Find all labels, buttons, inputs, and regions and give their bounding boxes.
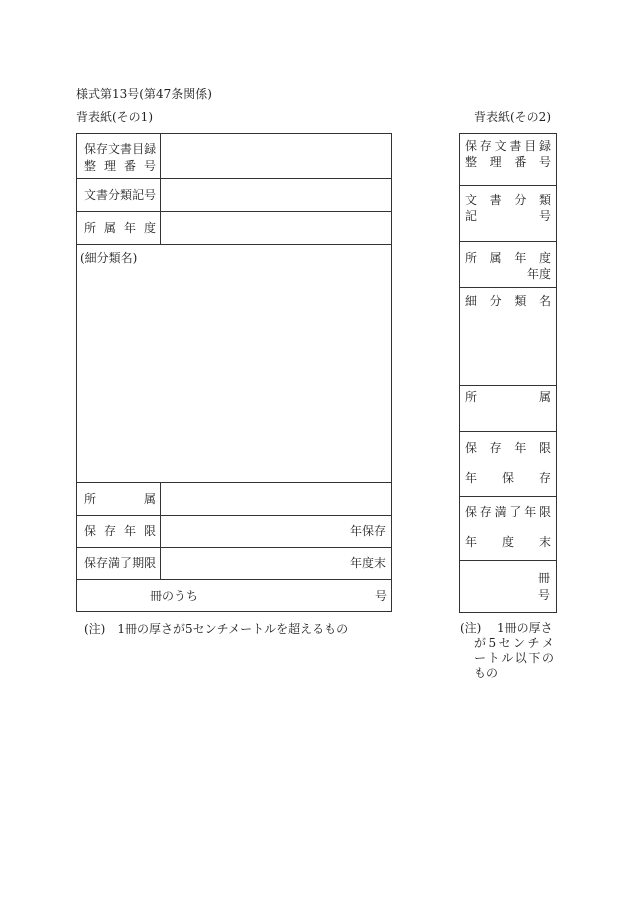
left-catalog-label-line2: 整 理 番 号 [84, 159, 156, 173]
left-expiry-label: 保 存 満 了 期 限 [84, 556, 157, 570]
right-catalog-label-line2: 整 理 番 号 [465, 155, 551, 169]
right-note-line3: ー ト ル 以 下 の [474, 651, 554, 665]
right-volume-suffix: 号 [538, 588, 551, 602]
left-expiry-field[interactable] [161, 548, 341, 579]
left-classification-label: 文 書 分 類 記 号 [84, 188, 157, 202]
right-classification-label-line2-right: 号 [539, 209, 552, 223]
left-retention-field[interactable] [161, 516, 341, 547]
right-department-field[interactable] [460, 406, 556, 431]
left-department-label: 所 属 [84, 492, 156, 506]
right-department-label-right: 属 [539, 390, 552, 404]
left-fiscal-year-field[interactable] [161, 212, 391, 244]
right-fiscal-year-suffix: 年度 [527, 267, 552, 281]
right-volume-label: 冊 [538, 571, 551, 585]
left-expiry-suffix: 年度末 [350, 556, 387, 570]
right-volume-field[interactable] [460, 561, 535, 612]
right-note-line4: もの [474, 666, 499, 680]
right-classification-label-line1: 文 書 分 類 [465, 193, 551, 207]
left-subclass-field[interactable] [77, 268, 391, 481]
right-retention-suffix: 年 保 存 [465, 471, 551, 485]
right-expiry-suffix: 年 度 末 [465, 535, 551, 549]
left-department-field[interactable] [161, 483, 391, 515]
right-note-line2: が 5 セ ン チ メ [474, 636, 554, 650]
right-subclass-field[interactable] [460, 312, 556, 385]
left-volume-label: 冊のうち [150, 589, 199, 603]
left-note: (注) 1冊の厚さが5センチメートルを超えるもの [84, 622, 349, 636]
left-retention-suffix: 年保存 [350, 524, 387, 538]
right-note-line1: 1冊の厚さ [497, 621, 553, 635]
right-expiry-label: 保 存 満 了 年 限 [465, 505, 551, 519]
left-volume-suffix: 号 [375, 589, 388, 603]
left-form-title: 背表紙(その1) [76, 110, 153, 124]
left-retention-label: 保 存 年 限 [84, 524, 156, 538]
form-number: 様式第13号(第47条関係) [76, 87, 212, 101]
right-subclass-label: 細 分 類 名 [465, 294, 551, 308]
right-department-label-left: 所 [465, 390, 478, 404]
right-fiscal-year-label: 所 属 年 度 [465, 251, 551, 265]
left-subclass-label: (細分類名) [80, 251, 138, 265]
right-classification-label-line2-left: 記 [465, 209, 478, 223]
right-retention-label: 保 存 年 限 [465, 441, 551, 455]
left-catalog-number-field[interactable] [161, 134, 391, 178]
left-fiscal-year-label: 所 属 年 度 [84, 221, 156, 235]
right-form-title: 背表紙(その2) [474, 110, 551, 124]
left-classification-field[interactable] [161, 179, 391, 211]
right-note-prefix: (注) [460, 621, 482, 635]
left-catalog-label-line1: 保 存 文 書 目 録 [84, 142, 157, 156]
right-catalog-label-line1: 保 存 文 書 目 録 [465, 139, 551, 153]
